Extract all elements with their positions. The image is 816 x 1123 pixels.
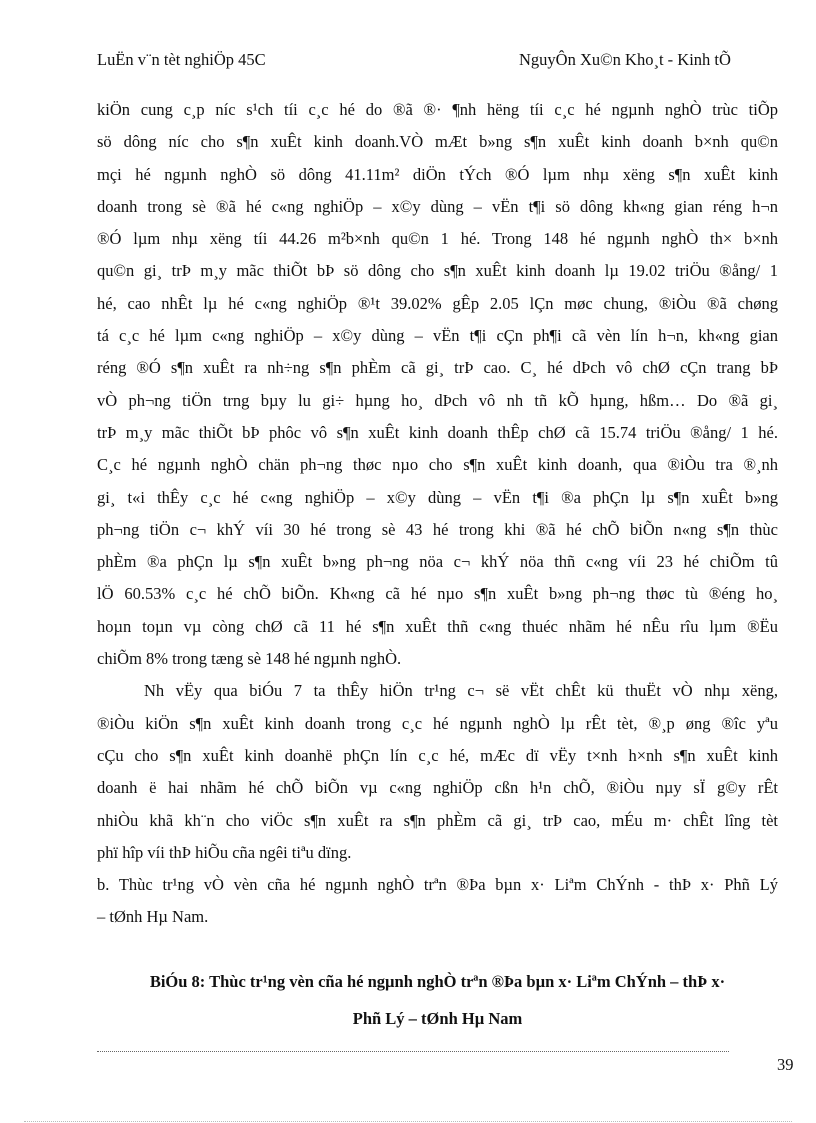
text-line: cÇu cho s¶n xuÊt kinh doanhë phÇn lín c¸c hé, mÆc dï vËy t×nh h×nh s¶n xuÊt kinh [97,745,778,765]
text-line: tá c¸c hé lµm c«ng nghiÖp – x©y dùng – vËn t¶i cÇn ph¶i cã vèn lín h¬n, kh«ng gian [97,326,778,346]
text-line: ®Ó lµm nhµ xëng tíi 44.26 m²b×nh qu©n 1 hé. Trong 148 hé ngµnh nghÒ th× b×nh [97,229,778,249]
text-line: – tØnh Hµ Nam. [97,907,209,927]
figure-title [97,963,778,1037]
text-line: qu©n gi¸ trÞ m¸y mãc thiÕt bÞ sö dông cho s¶n xuÊt kinh doanh lµ 19.02 triÖu ®ång/ 1 [97,261,778,281]
text-line: vÒ ph¬ng tiÖn trng bµy lu gi÷ hµng ho¸ dÞch vô nh tñ kÕ hµng, hßm… Do ®ã gi¸ [97,390,778,410]
header-thesis-title: LuËn v¨n tèt nghiÖp 45C [97,50,266,69]
text-line: phÈm ®a phÇn lµ s¶n xuÊt b»ng ph¬ng nöa c¬ khÝ nöa thñ c«ng víi 23 hé chiÕm tû [97,552,778,572]
text-line: chiÕm 8% trong tæng sè 148 hé ngµnh nghÒ. [97,649,402,669]
paragraph-1 [97,94,778,675]
text-line: phï hîp víi thÞ hiÕu cña ngêi tiªu dïng. [97,842,352,862]
text-line: kiÖn cung c¸p níc s¹ch tíi c¸c hé do ®ã ®· ¶nh hëng tíi c¸c hé ngµnh nghÒ trùc tiÕp [97,100,778,119]
text-line: trÞ m¸y mãc thiÕt bÞ phôc vô s¶n xuÊt kinh doanh thÊp chØ cã 15.74 triÖu ®ång/ 1 hé. [97,422,778,442]
header-author: NguyÔn Xu©n Kho¸t - Kinh tÕ [519,50,731,69]
text-line: Nh vËy qua biÓu 7 ta thÊy hiÖn tr¹ng c¬ së vËt chÊt kü thuËt vÒ nhµ xëng, [144,681,778,701]
paragraph-2 [97,675,778,869]
section-heading-b [97,869,778,934]
text-line: b. Thùc tr¹ng vÒ vèn cña hé ngµnh nghÒ trªn ®Þa bµn x· Liªm ChÝnh - thÞ x· Phñ Lý [97,875,778,895]
page-bottom-divider [24,1121,792,1122]
text-line: nhiÒu khã kh¨n cho viÖc s¶n xuÊt ra s¶n phÈm cã gi¸ trÞ cao, mÉu m· chÊt lîng tèt [97,810,778,830]
text-line: doanh ë hai nhãm hé chÕ biÕn vµ c«ng nghiÖp cßn h¹n chÕ, ®iÒu nµy sÏ g©y rÊt [97,778,778,798]
text-line: lÖ 60.53% c¸c hé chÕ biÕn. Kh«ng cã hé nµo s¶n xuÊt b»ng ph¬ng thøc tù ®éng ho¸ [97,584,778,604]
text-line: ph¬ng tiÖn c¬ khÝ víi 30 hé trong sè 43 hé trong khi ®ã hé chÕ biÕn n«ng s¶n thùc [97,519,778,539]
figure-title-line-2: Phñ Lý – tØnh Hµ Nam [352,1009,523,1028]
text-line: ®iÒu kiÖn s¶n xuÊt kinh doanh trong c¸c hé ngµnh nghÒ lµ rÊt tèt, ®¸p øng ®îc yªu [97,713,778,733]
text-line: sö dông níc cho s¶n xuÊt kinh doanh.VÒ mÆt b»ng s¶n xuÊt kinh doanh b×nh qu©n [97,132,778,152]
page-number: 39 [777,1055,794,1074]
text-line: C¸c hé ngµnh nghÒ chän ph¬ng thøc nµo cho s¶n xuÊt kinh doanh, qua ®iÒu tra ®¸nh [97,455,778,475]
text-line: réng ®Ó s¶n xuÊt ra nh÷ng s¶n phÈm cã gi¸ trÞ cao. C¸ hé dÞch vô chØ cÇn trang bÞ [97,358,778,378]
text-line: doanh trong sè ®ã hé c«ng nghiÖp – x©y dùng – vËn t¶i sö dông kh«ng gian réng h¬n [97,196,778,216]
text-line: hé, cao nhÊt lµ hé c«ng nghiÖp ®¹t 39.02% gÊp 2.05 lÇn møc chung, ®iÒu ®ã chøng [97,293,778,313]
text-line: mçi hé ngµnh nghÒ sö dông 41.11m² diÖn tÝch ®Ó lµm nhµ xëng s¶n xuÊt kinh [97,164,778,184]
text-line: gi¸ t«i thÊy c¸c hé c«ng nghiÖp – x©y dùng – vËn t¶i ®a phÇn lµ s¶n xuÊt b»ng [97,487,778,507]
body-text [97,94,778,934]
figure-title-line-1: BiÓu 8: Thùc tr¹ng vèn cña hé ngµnh nghÒ trªn ®Þa bµn x· Liªm ChÝnh – thÞ x· [149,972,726,991]
text-line: hoµn toµn vµ còng chØ cã 11 hé s¶n xuÊt thñ c«ng thuéc nhãm hé nÊu rîu lµm ®Ëu [97,616,778,636]
footer-divider [97,1051,729,1052]
